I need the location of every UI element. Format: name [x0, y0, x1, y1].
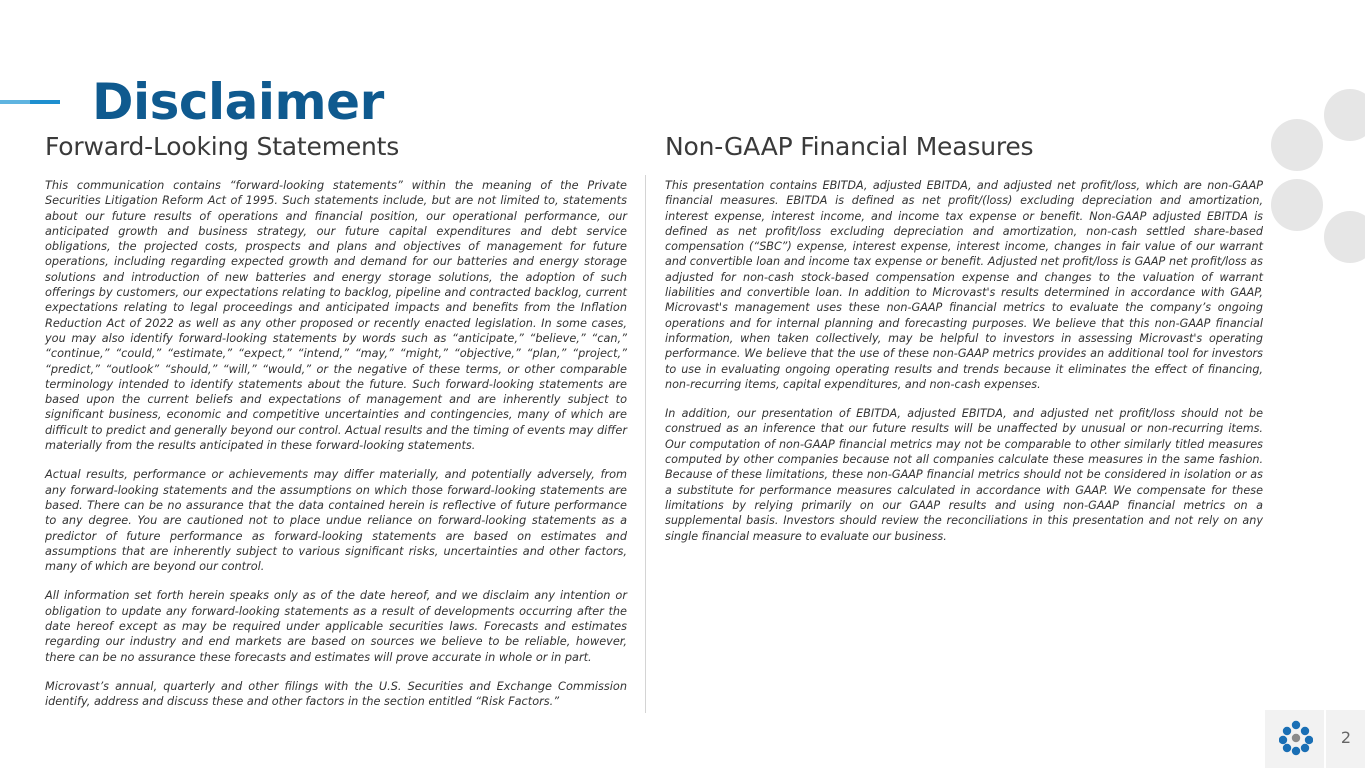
forward-looking-paragraph: All information set forth herein speaks only as of the date hereof, and we disclaim any intention or obligation to update any forward-looking statements as a result of developments occurring after the date hereof except as may be required under applicable securities laws. Forecasts and estimates regarding our industry and end markets are based on sources we believe to be reliable, however, there can be no assurance these forecasts and estimates will prove accurate in whole or in part.	[45, 589, 627, 664]
non-gaap-heading: Non-GAAP Financial Measures	[665, 132, 1034, 161]
forward-looking-paragraph: Actual results, performance or achievements may differ materially, and potentially adversely, from any forward-looking statements and the assumptions on which those forward-looking statements are based. There can be no assurance that the data contained herein is reflective of future performance to any degree. You are cautioned not to place undue reliance on forward-looking statements as a predictor of future performance as forward-looking statements are based on estimates and assumptions that are inherently subject to various significant risks, uncertainties and other factors, many of which are beyond our control.	[45, 468, 627, 574]
forward-looking-paragraph: This communication contains “forward-looking statements” within the meaning of the Private Securities Litigation Reform Act of 1995. Such statements include, but are not limited to, statements about our future results of operations and financial position, our operational performance, our anticipated growth and business strategy, our future capital expenditures and debt service obligations, the projected costs, prospects and plans and objectives of management for future operations, including regarding expected growth and demand for our batteries and energy storage solutions and introduction of new batteries and energy storage solutions, the adoption of such offerings by customers, our expectations relating to backlog, pipeline and contracted backlog, current expectations relating to legal proceedings and anticipated impacts and benefits from the Inflation Reduction Act of 2022 as well as any other proposed or recently enacted legislation. In some cases, you may also identify forward-looking statements by words such as “anticipate,” “believe,” “can,” “continue,” “could,” “estimate,” “expect,” “intend,” “may,” “might,” “objective,” “plan,” “project,” “predict,” “outlook” “should,” “will,” “would,” or the negative of these terms, or other comparable terminology intended to identify statements about the future. Such forward-looking statements are based upon the current beliefs and expectations of management and are inherently subject to significant business, economic and competitive uncertainties and contingencies, many of which are difficult to predict and generally beyond our control. Actual results and the timing of events may differ materially from the results anticipated in these forward-looking statements.	[45, 179, 627, 453]
forward-looking-section	[45, 130, 627, 724]
page-title: Disclaimer	[92, 73, 384, 131]
footer-box	[1265, 710, 1365, 768]
non-gaap-section	[665, 130, 1263, 558]
microvast-logo-icon	[1279, 720, 1313, 756]
title-accent-line-dark	[30, 100, 60, 104]
column-divider	[645, 175, 646, 713]
footer-separator	[1324, 710, 1326, 768]
decorative-circles-icon	[1265, 85, 1365, 270]
title-accent-line-light	[0, 100, 30, 104]
forward-looking-heading: Forward-Looking Statements	[45, 132, 400, 161]
non-gaap-paragraph: This presentation contains EBITDA, adjusted EBITDA, and adjusted net profit/loss, which are non-GAAP financial measures. EBITDA is defined as net profit/(loss) excluding depreciation and amortization, interest expense, interest income, and income tax expense or benefit. Non-GAAP adjusted EBITDA is defined as net profit/loss excluding depreciation and amortization, non-cash settled share-based compensation (“SBC”) expense, interest expense, interest income, changes in fair value of our warrant and convertible loan and income tax expense or benefit. Adjusted net profit/loss is GAAP net profit/loss as adjusted for non-cash stock-based compensation expense and changes to the valuation of warrant liabilities and convertible loan. In addition to Microvast's results determined in accordance with GAAP, Microvast's management uses these non-GAAP financial metrics to evaluate the company’s ongoing operations and for internal planning and forecasting purposes. We believe that this non-GAAP financial information, when taken collectively, may be helpful to investors in assessing Microvast's operating performance. We believe that the use of these non-GAAP metrics provides an additional tool for investors to use in evaluating ongoing operating results and trends because it eliminates the effect of financing, non-recurring items, capital expenditures, and non-cash expenses.	[665, 179, 1263, 391]
forward-looking-paragraph: Microvast’s annual, quarterly and other filings with the U.S. Securities and Exchange Commission identify, address and discuss these and other factors in the section entitled “Risk Factors.”	[45, 679, 627, 709]
page-number: 2	[1340, 728, 1352, 747]
non-gaap-paragraph: In addition, our presentation of EBITDA, adjusted EBITDA, and adjusted net profit/loss should not be construed as an inference that our future results will be unaffected by unusual or non-recurring items. Our computation of non-GAAP financial metrics may not be comparable to other similarly titled measures computed by other companies because not all companies calculate these measures in the same fashion. Because of these limitations, these non-GAAP financial metrics should not be considered in isolation or as a substitute for performance measures calculated in accordance with GAAP. We compensate for these limitations by relying primarily on our GAAP results and using non-GAAP financial metrics on a supplemental basis. Investors should review the reconciliations in this presentation and not rely on any single financial measure to evaluate our business.	[665, 407, 1263, 543]
